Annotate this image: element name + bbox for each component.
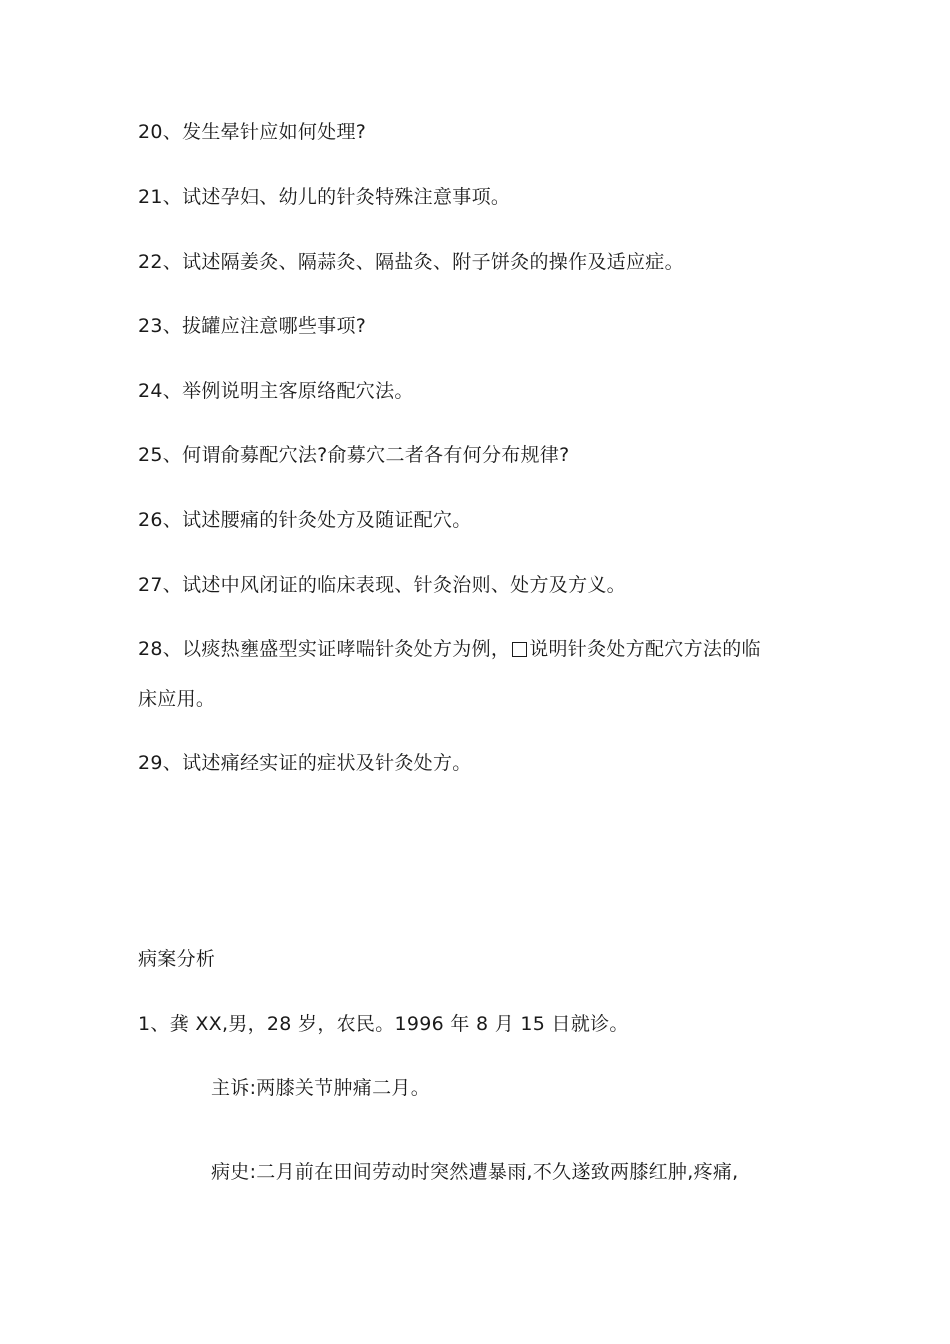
question-28-part-2: 说明针灸处方配穴方法的临 bbox=[529, 638, 761, 660]
question-28-part-1: 28、以痰热壅盛型实证哮喘针灸处方为例， bbox=[138, 638, 511, 660]
question-24: 24、举例说明主客原络配穴法。 bbox=[138, 380, 414, 402]
question-22: 22、试述隔姜灸、隔蒜灸、隔盐灸、附子饼灸的操作及适应症。 bbox=[138, 251, 684, 273]
medical-history: 病史:二月前在田间劳动时突然遭暴雨,不久遂致两膝红肿,疼痛, bbox=[211, 1161, 739, 1183]
question-29: 29、试述痛经实证的症状及针灸处方。 bbox=[138, 752, 472, 774]
question-20: 20、发生晕针应如何处理? bbox=[138, 121, 367, 143]
section-heading: 病案分析 bbox=[138, 948, 216, 970]
question-27: 27、试述中风闭证的临床表现、针灸治则、处方及方义。 bbox=[138, 574, 626, 596]
question-28 bbox=[138, 635, 761, 663]
case-intro: 1、龚 XX,男，28 岁，农民。1996 年 8 月 15 日就诊。 bbox=[138, 1013, 629, 1035]
question-26: 26、试述腰痛的针灸处方及随证配穴。 bbox=[138, 509, 472, 531]
chief-complaint: 主诉:两膝关节肿痛二月。 bbox=[211, 1077, 431, 1099]
checkbox-glyph-icon bbox=[512, 642, 527, 657]
question-25: 25、何谓俞募配穴法?俞募穴二者各有何分布规律? bbox=[138, 444, 570, 466]
question-23: 23、拔罐应注意哪些事项? bbox=[138, 315, 367, 337]
question-21: 21、试述孕妇、幼儿的针灸特殊注意事项。 bbox=[138, 186, 511, 208]
question-28-continuation: 床应用。 bbox=[138, 688, 216, 710]
